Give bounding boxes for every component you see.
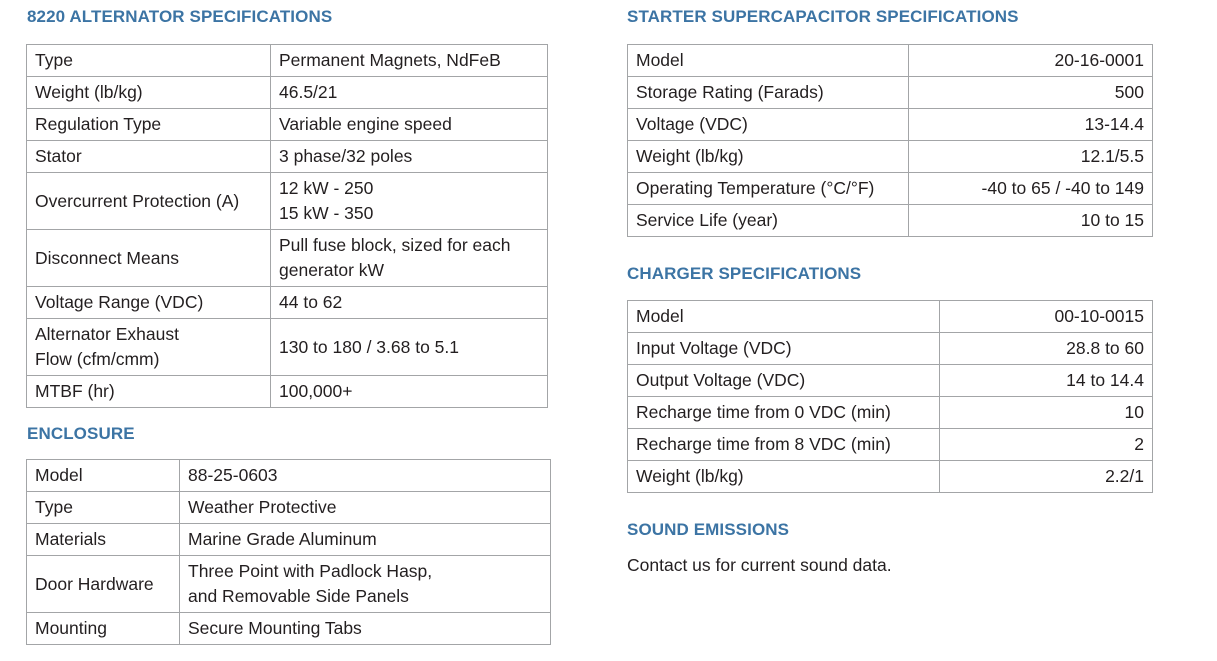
spec-value-cell (940, 301, 1153, 333)
spec-label: Output Voltage (VDC) (636, 370, 806, 390)
spec-label-cell (27, 319, 271, 376)
spec-value-cell (909, 141, 1153, 173)
spec-label-cell (27, 492, 180, 524)
spec-value-cell (271, 141, 548, 173)
table-row (628, 301, 1153, 333)
spec-value-cell (909, 173, 1153, 205)
spec-label-cell (27, 287, 271, 319)
spec-label: Regulation Type (35, 114, 162, 134)
spec-value-cell (940, 429, 1153, 461)
spec-label-cell (27, 230, 271, 287)
spec-value-cell (909, 77, 1153, 109)
spec-label-cell (628, 365, 940, 397)
spec-value: 20-16-0001 (1054, 50, 1144, 70)
spec-label-cell (628, 461, 940, 493)
spec-value-cell (909, 205, 1153, 237)
spec-value: 12.1/5.5 (1080, 146, 1144, 166)
spec-value: Permanent Magnets, NdFeB (279, 50, 501, 70)
table-row (27, 524, 551, 556)
spec-label: Recharge time from 0 VDC (min) (636, 402, 891, 422)
spec-value-cell (940, 397, 1153, 429)
spec-label-cell (628, 333, 940, 365)
spec-label-cell (628, 301, 940, 333)
spec-label-cell (27, 613, 180, 645)
table-row (27, 109, 548, 141)
table-row (27, 376, 548, 408)
spec-value-cell (940, 365, 1153, 397)
spec-value: 3 phase/32 poles (279, 146, 413, 166)
spec-label-cell (628, 77, 909, 109)
table-row (27, 173, 548, 230)
spec-value-cell (180, 613, 551, 645)
spec-label: Stator (35, 146, 82, 166)
spec-value-cell (180, 460, 551, 492)
spec-label: Type (35, 497, 73, 517)
spec-value: 2 (1134, 434, 1144, 454)
spec-label: Model (636, 50, 684, 70)
table-row (27, 230, 548, 287)
spec-label: Weight (lb/kg) (636, 146, 744, 166)
spec-label-cell (27, 109, 271, 141)
table-row (628, 109, 1153, 141)
spec-label-cell (27, 524, 180, 556)
table-row (628, 429, 1153, 461)
spec-value-cell (271, 319, 548, 376)
spec-value: 14 to 14.4 (1066, 370, 1144, 390)
spec-label-cell (628, 109, 909, 141)
spec-value: and Removable Side Panels (188, 586, 409, 606)
spec-value-cell (940, 461, 1153, 493)
alternator-spec-table (26, 44, 548, 408)
spec-value: Pull fuse block, sized for each (279, 235, 511, 255)
spec-label: Recharge time from 8 VDC (min) (636, 434, 891, 454)
spec-value: Secure Mounting Tabs (188, 618, 362, 638)
spec-value: Variable engine speed (279, 114, 452, 134)
alternator-title: 8220 ALTERNATOR SPECIFICATIONS (27, 7, 333, 26)
spec-label: Operating Temperature (°C/°F) (636, 178, 875, 198)
spec-value-cell (271, 109, 548, 141)
table-row (27, 45, 548, 77)
table-row (27, 613, 551, 645)
spec-label: Model (35, 465, 83, 485)
spec-value-cell (271, 173, 548, 230)
spec-value: 15 kW - 350 (279, 203, 374, 223)
spec-label: Mounting (35, 618, 107, 638)
table-row (628, 173, 1153, 205)
spec-label-cell (27, 77, 271, 109)
table-row (628, 333, 1153, 365)
spec-label-cell (628, 141, 909, 173)
table-row (628, 141, 1153, 173)
spec-label: Alternator Exhaust (35, 324, 179, 344)
spec-label: Disconnect Means (35, 247, 179, 268)
spec-value: 44 to 62 (279, 292, 343, 312)
spec-value-cell (271, 77, 548, 109)
spec-label: Input Voltage (VDC) (636, 338, 792, 358)
spec-value: 130 to 180 / 3.68 to 5.1 (279, 336, 460, 357)
spec-value-cell (271, 376, 548, 408)
spec-value: generator kW (279, 260, 385, 280)
spec-value: 100,000+ (279, 381, 353, 401)
table-row (628, 397, 1153, 429)
spec-label: Service Life (year) (636, 210, 778, 230)
sound-emissions-title: SOUND EMISSIONS (627, 520, 790, 539)
spec-value: 88-25-0603 (188, 465, 278, 485)
charger-spec-table (627, 300, 1153, 493)
sound-emissions-text: Contact us for current sound data. (627, 555, 892, 575)
enclosure-spec-table (26, 459, 551, 645)
table-row (27, 287, 548, 319)
spec-value-cell (180, 524, 551, 556)
table-row (27, 141, 548, 173)
spec-value-cell (271, 287, 548, 319)
spec-label: MTBF (hr) (35, 381, 115, 401)
spec-label-cell (628, 205, 909, 237)
table-row (27, 492, 551, 524)
spec-label: Door Hardware (35, 573, 154, 594)
spec-label-cell (27, 460, 180, 492)
spec-value: 12 kW - 250 (279, 178, 374, 198)
spec-value: Weather Protective (188, 497, 337, 517)
spec-label-cell (27, 556, 180, 613)
spec-value: 28.8 to 60 (1066, 338, 1144, 358)
spec-value: 00-10-0015 (1054, 306, 1144, 326)
spec-value-cell (909, 45, 1153, 77)
table-row (27, 556, 551, 613)
spec-value: 500 (1114, 82, 1144, 102)
table-row (628, 365, 1153, 397)
spec-value: 13-14.4 (1084, 114, 1144, 134)
table-row (628, 77, 1153, 109)
table-row (27, 319, 548, 376)
table-row (628, 205, 1153, 237)
spec-value: Three Point with Padlock Hasp, (188, 561, 433, 581)
supercapacitor-spec-table (627, 44, 1153, 237)
spec-value-cell (940, 333, 1153, 365)
spec-label-cell (628, 429, 940, 461)
spec-label-cell (628, 173, 909, 205)
spec-value: Marine Grade Aluminum (188, 529, 377, 549)
spec-label: Weight (lb/kg) (636, 466, 744, 486)
spec-value-cell (271, 230, 548, 287)
spec-value: 10 to 15 (1080, 210, 1144, 230)
spec-label-cell (27, 376, 271, 408)
spec-label: Overcurrent Protection (A) (35, 190, 240, 211)
spec-label: Voltage Range (VDC) (35, 292, 204, 312)
spec-label-cell (628, 397, 940, 429)
table-row (27, 77, 548, 109)
table-row (27, 460, 551, 492)
supercapacitor-title: STARTER SUPERCAPACITOR SPECIFICATIONS (627, 7, 1019, 26)
spec-value: 10 (1124, 402, 1144, 422)
spec-label-cell (27, 141, 271, 173)
spec-label: Flow (cfm/cmm) (35, 349, 160, 369)
charger-title: CHARGER SPECIFICATIONS (627, 264, 862, 283)
table-row (628, 461, 1153, 493)
spec-label: Model (636, 306, 684, 326)
spec-value-cell (180, 492, 551, 524)
spec-value: 2.2/1 (1105, 466, 1144, 486)
spec-value-cell (271, 45, 548, 77)
table-row (628, 45, 1153, 77)
spec-label-cell (27, 45, 271, 77)
spec-value-cell (180, 556, 551, 613)
spec-value-cell (909, 109, 1153, 141)
spec-label: Weight (lb/kg) (35, 82, 143, 102)
spec-value: 46.5/21 (279, 82, 338, 102)
spec-label-cell (628, 45, 909, 77)
spec-label: Type (35, 50, 73, 70)
spec-label-cell (27, 173, 271, 230)
spec-label: Voltage (VDC) (636, 114, 748, 134)
spec-label: Storage Rating (Farads) (636, 82, 824, 102)
spec-label: Materials (35, 529, 106, 549)
enclosure-title: ENCLOSURE (27, 424, 135, 443)
spec-value: -40 to 65 / -40 to 149 (981, 178, 1144, 198)
